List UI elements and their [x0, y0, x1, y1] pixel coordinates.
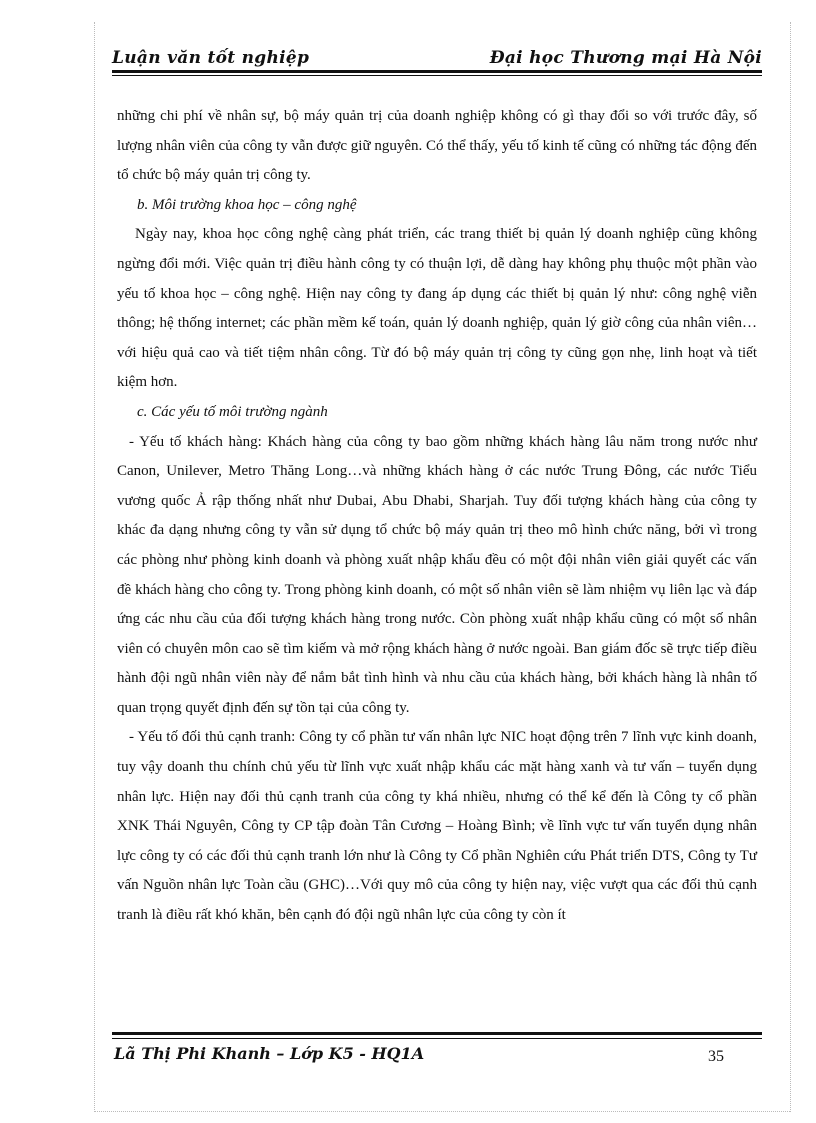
paragraph: - Yếu tố đối thủ cạnh tranh: Công ty cổ phần tư vấn nhân lực NIC hoạt động trên 7 lĩnh vực kinh doanh, tuy vậy doanh thu chính chủ yếu từ lĩnh vực xuất nhập khẩu các mặt hàng xanh và tư vấn – tuyển dụng nhân lực. Hiện nay đối thủ cạnh tranh của công ty khá nhiều, nhưng có thể kể đến là Công ty cổ phần XNK Thái Nguyên, Công ty CP tập đoàn Tân Cương – Hoàng Bình; về lĩnh vực tư vấn tuyển dụng nhân lực công ty có các đối thủ cạnh tranh lớn như là Công ty Cổ phần Nghiên cứu Phát triển DTS, Công ty Tư vấn Nguồn nhân lực Toàn cầu (GHC)…Với quy mô của công ty hiện nay, việc vượt qua các đối thủ cạnh tranh là điều rất khó khăn, bên cạnh đó đội ngũ nhân lực của công ty còn ít: [117, 729, 757, 924]
page-frame-left: [94, 22, 95, 1112]
header-thesis-title: Luận văn tốt nghiệp: [112, 48, 310, 68]
paragraph: - Yếu tố khách hàng: Khách hàng của công ty bao gồm những khách hàng lâu năm trong nước như Canon, Unilever, Metro Thăng Long…và những khách hàng ở các nước Trung Đông, các nước Tiểu vương quốc Ả rập thống nhất như Dubai, Abu Dhabi, Sharjah. Tuy đối tượng khách hàng của công ty khác đa dạng nhưng công ty vẫn sử dụng tổ chức bộ máy quản trị theo mô hình chức năng, bởi vì trong các phòng như phòng kinh doanh và phòng xuất nhập khẩu đều có một đội nhân viên giải quyết các vấn đề khách hàng cho công ty. Trong phòng kinh doanh, có một số nhân viên sẽ làm nhiệm vụ liên lạc và đáp ứng các nhu cầu của đối tượng khách hàng trong nước. Còn phòng xuất nhập khẩu cũng có một số nhân viên có chuyên môn cao sẽ tìm kiếm và mở rộng khách hàng ở nước ngoài. Ban giám đốc sẽ trực tiếp điều hành đội ngũ nhân viên này để nắm bắt tình hình và nhu cầu của khách hàng, bởi khách hàng là nhân tố quan trọng quyết định đến sự tồn tại của công ty.: [117, 433, 757, 716]
page-number: 35: [708, 1048, 724, 1065]
paragraph: những chi phí về nhân sự, bộ máy quản trị của doanh nghiệp không có gì thay đổi so với trước đây, số lượng nhân viên của công ty vẫn được giữ nguyên. Có thể thấy, yếu tố kinh tế cũng có những tác động đến tổ chức bộ máy quản trị công ty.: [117, 108, 757, 184]
header-rule: [112, 70, 762, 73]
footer-rule-thin: [112, 1038, 762, 1039]
footer-rule: [112, 1032, 762, 1035]
header-rule-thin: [112, 75, 762, 76]
section-heading-b: b. Môi trường khoa học – công nghệ: [137, 196, 357, 213]
body-text: [117, 102, 757, 931]
page-frame-bottom: [94, 1111, 790, 1112]
footer-author: Lã Thị Phi Khanh – Lớp K5 - HQ1A: [114, 1044, 425, 1063]
section-heading-c: c. Các yếu tố môi trường ngành: [137, 403, 328, 420]
paragraph: Ngày nay, khoa học công nghệ càng phát triển, các trang thiết bị quản lý doanh nghiệp cũng không ngừng đổi mới. Việc quản trị điều hành công ty có thuận lợi, dễ dàng hay không phụ thuộc một phần vào yếu tố khoa học – công nghệ. Hiện nay công ty đang áp dụng các thiết bị quản lý như: công nghệ viễn thông; hệ thống internet; các phần mềm kế toán, quản lý doanh nghiệp, quản lý giờ công của nhân viên…với hiệu quả cao và tiết tiệm nhân công. Từ đó bộ máy quản trị công ty cũng gọn nhẹ, linh hoạt và tiết kiệm hơn.: [117, 226, 757, 391]
page-frame-right: [790, 22, 791, 1112]
header-university: Đại học Thương mại Hà Nội: [489, 48, 762, 68]
